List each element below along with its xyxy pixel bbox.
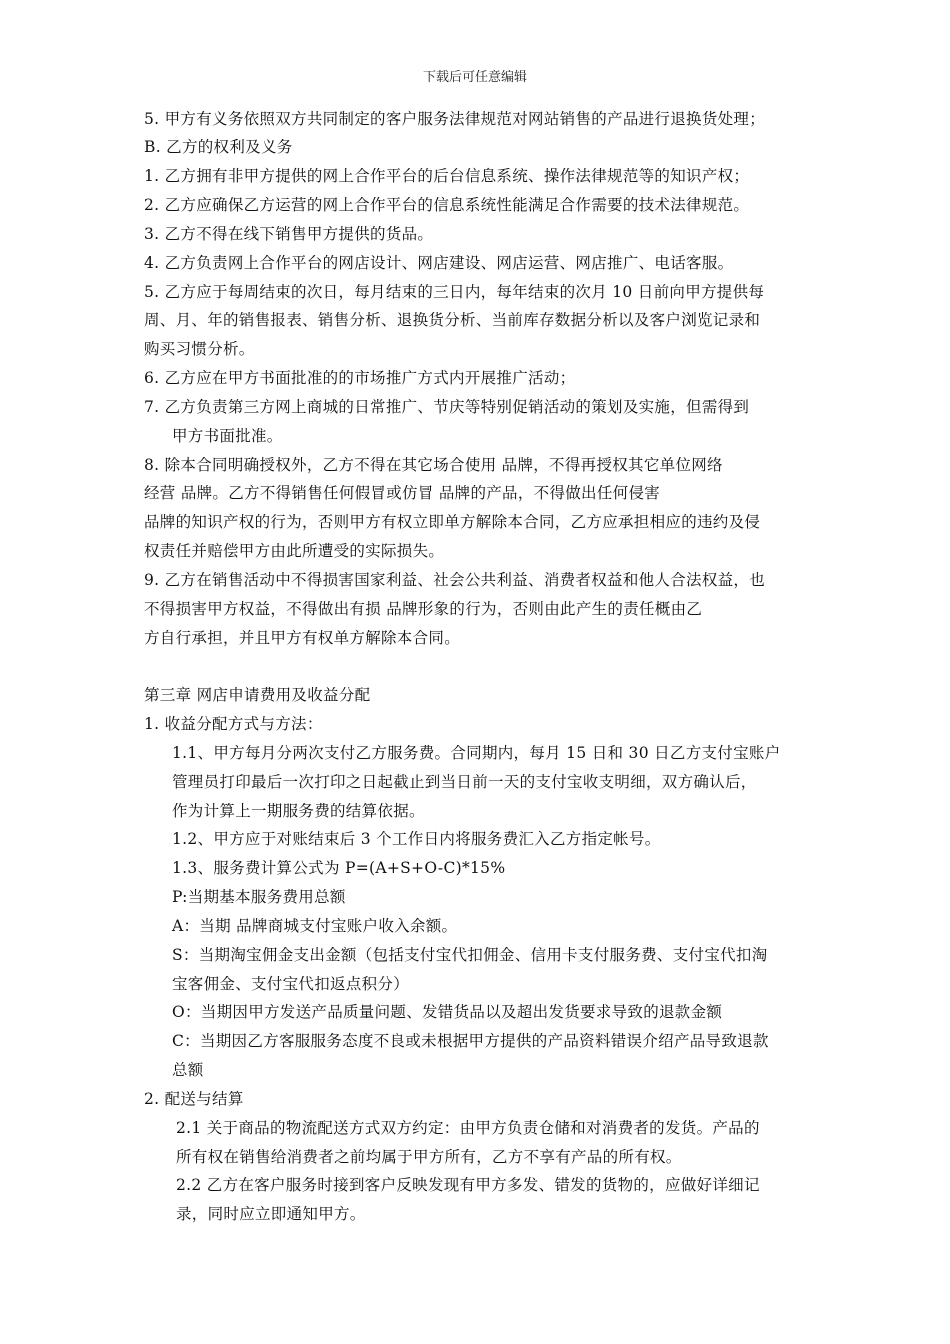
text-line: P:当期基本服务费用总额 bbox=[172, 888, 346, 906]
text-line: 3. 乙方不得在线下销售甲方提供的货品。 bbox=[144, 225, 434, 243]
text-line: 1.3、服务费计算公式为 P=(A+S+O-C)*15% bbox=[172, 859, 506, 877]
text-line: S：当期淘宝佣金支出金额（包括支付宝代扣佣金、信用卡支付服务费、支付宝代扣淘 bbox=[172, 946, 768, 964]
text-line: 第三章 网店申请费用及收益分配 bbox=[144, 686, 371, 704]
text-line: 录，同时应立即通知甲方。 bbox=[176, 1205, 366, 1223]
text-line: 所有权在销售给消费者之前均属于甲方所有，乙方不享有产品的所有权。 bbox=[176, 1148, 682, 1166]
text-line: 品牌的知识产权的行为，否则甲方有权立即单方解除本合同，乙方应承担相应的违约及侵 bbox=[144, 513, 761, 531]
text-line: 经营 品牌。乙方不得销售任何假冒或仿冒 品牌的产品，不得做出任何侵害 bbox=[144, 484, 661, 502]
text-line: 9. 乙方在销售活动中不得损害国家利益、社会公共利益、消费者权益和他人合法权益，也 bbox=[144, 571, 766, 589]
text-line: 不得损害甲方权益，不得做出有损 品牌形象的行为，否则由此产生的责任概由乙 bbox=[144, 600, 703, 618]
text-line: 1. 收益分配方式与方法： bbox=[144, 715, 323, 733]
text-line: 2.2 乙方在客户服务时接到客户反映发现有甲方多发、错发的货物的，应做好详细记 bbox=[176, 1176, 760, 1194]
text-line: 总额 bbox=[172, 1061, 204, 1079]
text-line: 作为计算上一期服务费的结算依据。 bbox=[172, 802, 425, 820]
text-line: C：当期因乙方客服服务态度不良或未根据甲方提供的产品资料错误介绍产品导致退款 bbox=[172, 1032, 769, 1050]
text-line: 8. 除本合同明确授权外，乙方不得在其它场合使用 品牌，不得再授权其它单位网络 bbox=[144, 456, 723, 474]
text-line: 周、月、年的销售报表、销售分析、退换货分析、当前库存数据分析以及客户浏览记录和 bbox=[144, 311, 761, 329]
page-header: 下载后可任意编辑 bbox=[422, 70, 527, 85]
text-line: B. 乙方的权利及义务 bbox=[144, 138, 293, 156]
text-line: 2. 配送与结算 bbox=[144, 1090, 244, 1108]
text-line: 2.1 关于商品的物流配送方式双方约定：由甲方负责仓储和对消费者的发货。产品的 bbox=[176, 1119, 760, 1137]
text-line: O：当期因甲方发送产品质量问题、发错货品以及超出发货要求导致的退款金额 bbox=[172, 1003, 723, 1021]
text-line: 7. 乙方负责第三方网上商城的日常推广、节庆等特别促销活动的策划及实施，但需得到 bbox=[144, 398, 750, 416]
text-line: 1.1、甲方每月分两次支付乙方服务费。合同期内，每月 15 日和 30 日乙方支付宝账户 bbox=[172, 744, 781, 762]
text-line: 4. 乙方负责网上合作平台的网店设计、网店建设、网店运营、网店推广、电话客服。 bbox=[144, 254, 734, 272]
text-line: 管理员打印最后一次打印之日起截止到当日前一天的支付宝收支明细，双方确认后， bbox=[172, 773, 757, 791]
text-line: 1.2、甲方应于对账结束后 3 个工作日内将服务费汇入乙方指定帐号。 bbox=[172, 830, 661, 848]
text-line: 购买习惯分析。 bbox=[144, 340, 255, 358]
text-line: A：当期 品牌商城支付宝账户收入余额。 bbox=[172, 917, 458, 935]
text-line: 1. 乙方拥有非甲方提供的网上合作平台的后台信息系统、操作法律规范等的知识产权； bbox=[144, 167, 750, 185]
text-line: 权责任并赔偿甲方由此所遭受的实际损失。 bbox=[144, 542, 445, 560]
text-line: 方自行承担，并且甲方有权单方解除本合同。 bbox=[144, 629, 461, 647]
text-line: 5. 甲方有义务依照双方共同制定的客户服务法律规范对网站销售的产品进行退换货处理； bbox=[144, 110, 766, 128]
text-line: 宝客佣金、支付宝代扣返点积分） bbox=[172, 975, 410, 993]
text-line: 甲方书面批准。 bbox=[172, 427, 283, 445]
text-line: 6. 乙方应在甲方书面批准的的市场推广方式内开展推广活动； bbox=[144, 369, 576, 387]
text-line: 2. 乙方应确保乙方运营的网上合作平台的信息系统性能满足合作需要的技术法律规范。 bbox=[144, 196, 750, 214]
text-line: 5. 乙方应于每周结束的次日，每月结束的三日内，每年结束的次月 10 日前向甲方提供每 bbox=[144, 283, 765, 301]
